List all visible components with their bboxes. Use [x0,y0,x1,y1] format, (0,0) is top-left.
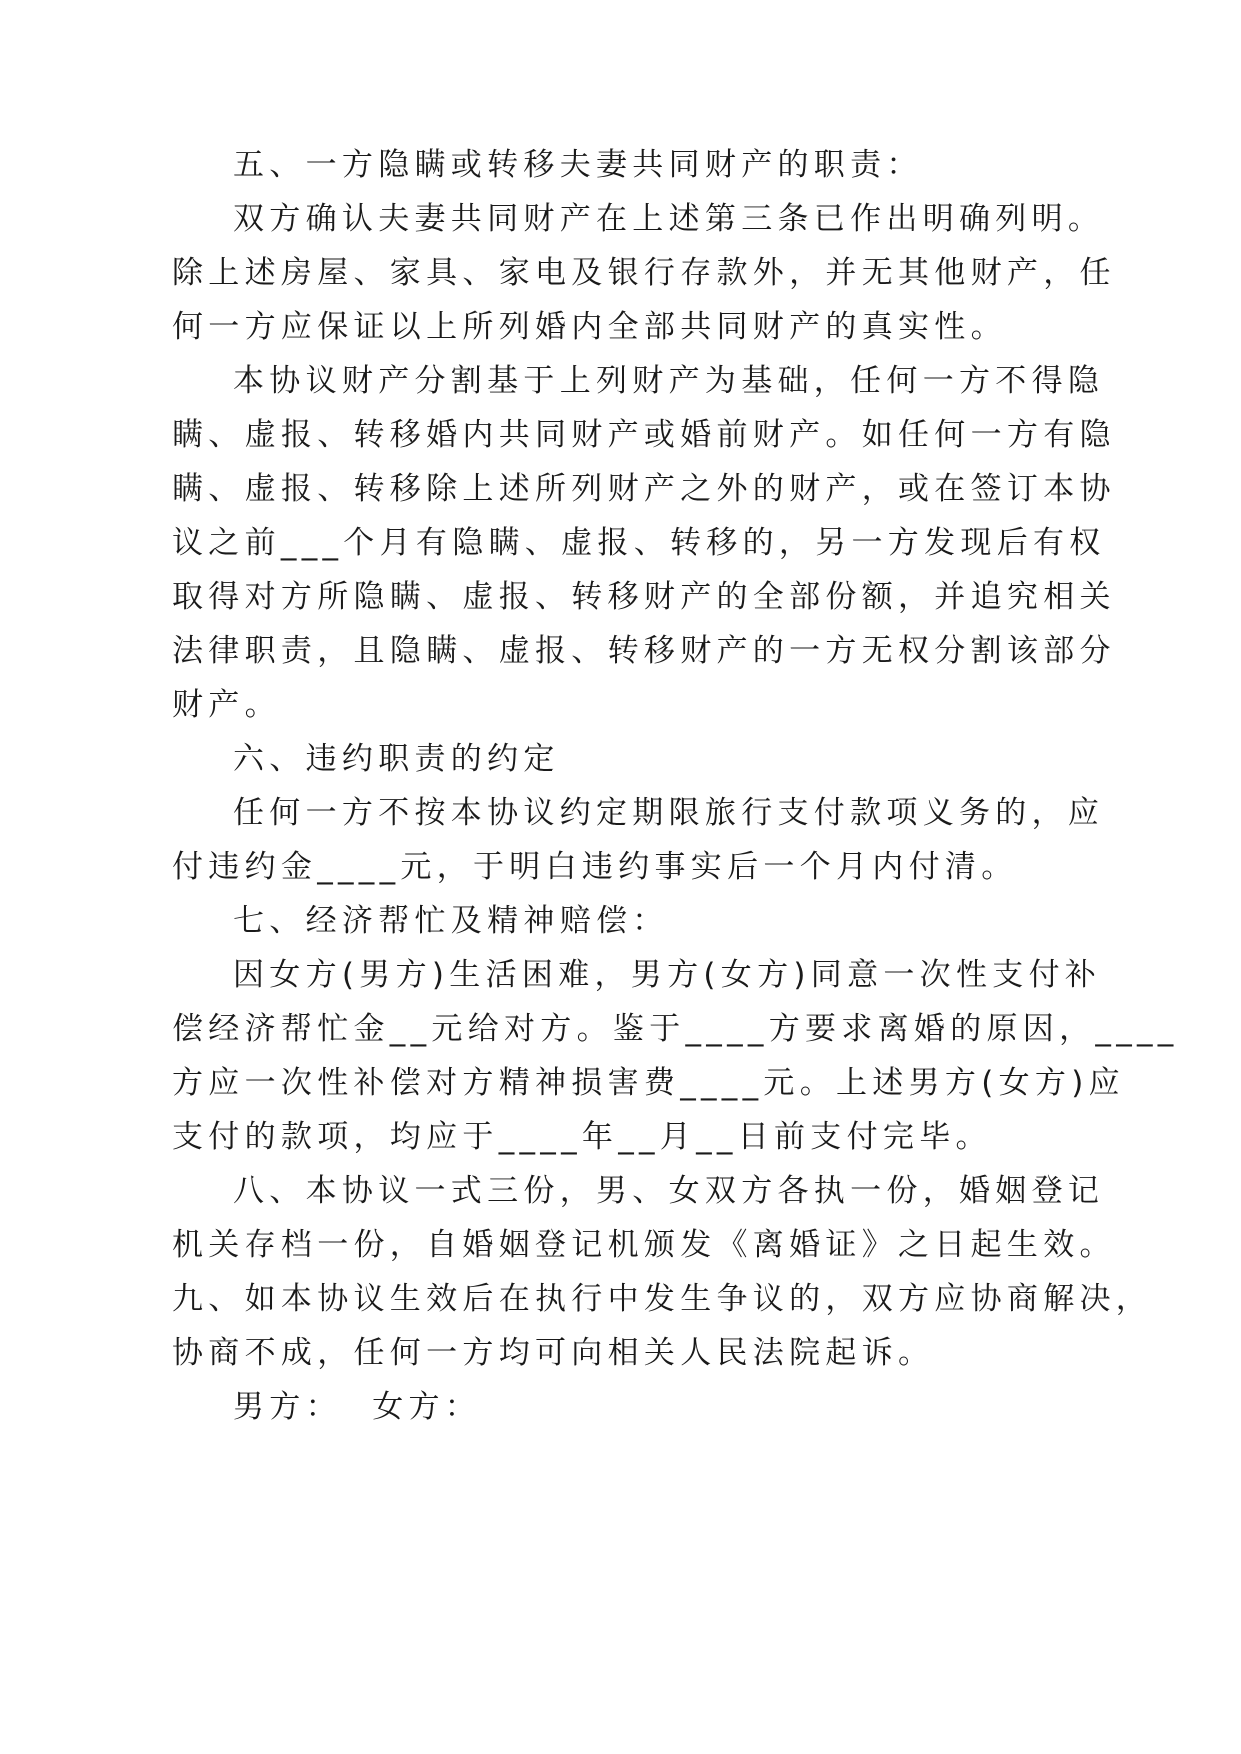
paragraph-line: 除上述房屋、家具、家电及银行存款外，并无其他财产，任 [172,255,1116,291]
paragraph-line: 偿经济帮忙金__元给对方。鉴于____方要求离婚的原因，____ [172,1011,1179,1047]
signature-line: 男方： 女方： [233,1389,482,1425]
section-9-line: 九、如本协议生效后在执行中发生争议的，双方应协商解决， [172,1281,1153,1317]
paragraph-line: 方应一次性补偿对方精神损害费____元。上述男方(女方)应 [172,1065,1125,1101]
paragraph-line: 协商不成，任何一方均可向相关人民法院起诉。 [172,1335,935,1371]
paragraph-line: 本协议财产分割基于上列财产为基础，任何一方不得隐 [233,363,1105,399]
paragraph-line: 议之前___个月有隐瞒、虚报、转移的，另一方发现后有权 [172,525,1106,561]
section-5-heading: 五、一方隐瞒或转移夫妻共同财产的职责： [233,147,923,183]
section-7-heading: 七、经济帮忙及精神赔偿： [233,903,669,939]
paragraph-line: 财产。 [172,687,281,723]
paragraph-line: 付违约金____元，于明白违约事实后一个月内付清。 [172,849,1018,885]
paragraph-line: 瞒、虚报、转移除上述所列财产之外的财产，或在签订本协 [172,471,1116,507]
paragraph-line: 任何一方不按本协议约定期限旅行支付款项义务的，应 [233,795,1105,831]
paragraph-line: 支付的款项，均应于____年__月__日前支付完毕。 [172,1119,992,1155]
paragraph-line: 瞒、虚报、转移婚内共同财产或婚前财产。如任何一方有隐 [172,417,1116,453]
paragraph-line: 取得对方所隐瞒、虚报、转移财产的全部份额，并追究相关 [172,579,1116,615]
section-8-line: 八、本协议一式三份，男、女双方各执一份，婚姻登记 [233,1173,1105,1209]
paragraph-line: 何一方应保证以上所列婚内全部共同财产的真实性。 [172,309,1007,345]
section-6-heading: 六、违约职责的约定 [233,741,560,777]
paragraph-line: 法律职责，且隐瞒、虚报、转移财产的一方无权分割该部分 [172,633,1116,669]
paragraph-line: 因女方(男方)生活困难，男方(女方)同意一次性支付补 [233,957,1102,993]
paragraph-line: 双方确认夫妻共同财产在上述第三条已作出明确列明。 [233,201,1105,237]
paragraph-line: 机关存档一份，自婚姻登记机颁发《离婚证》之日起生效。 [172,1227,1116,1263]
